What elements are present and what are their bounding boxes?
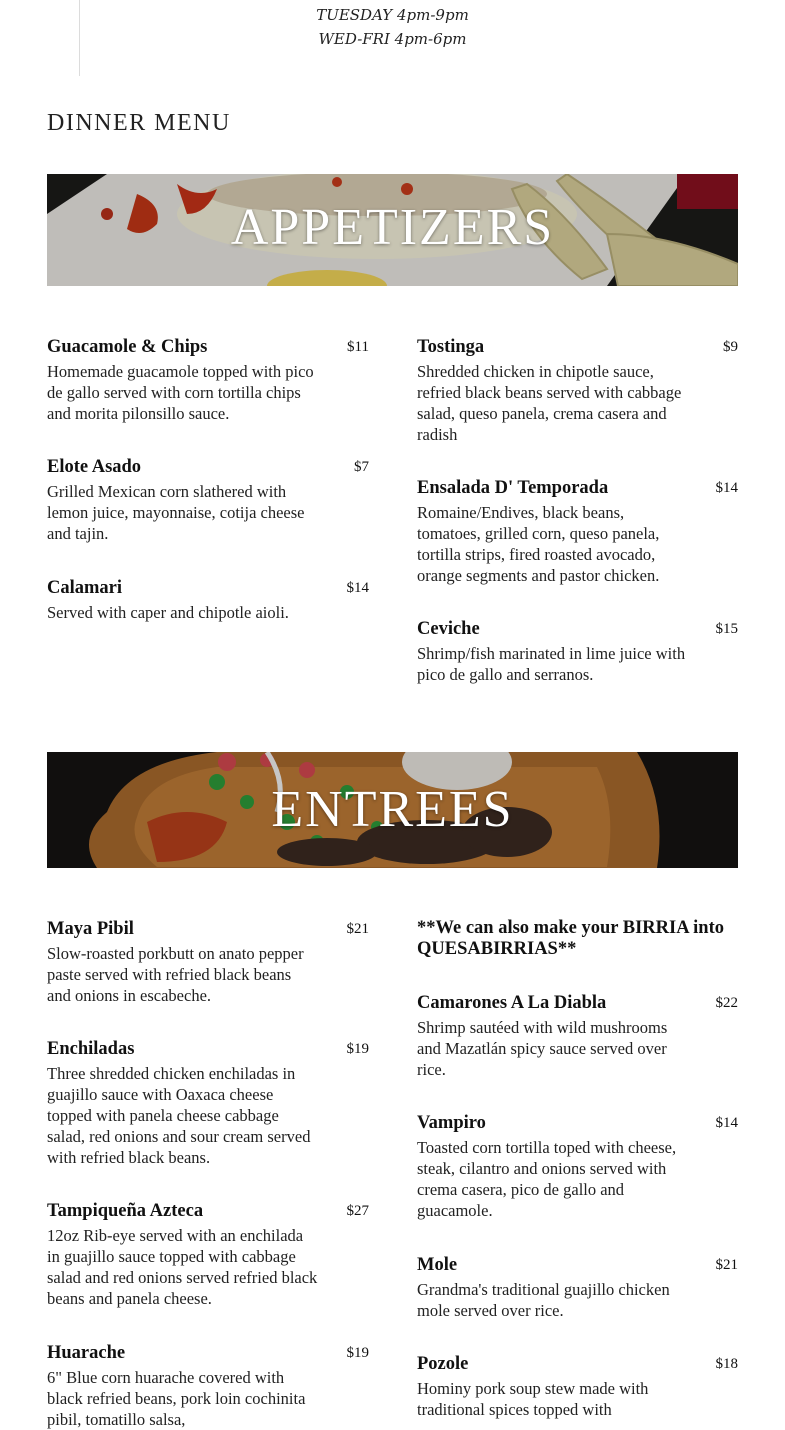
- item-name: Calamari: [47, 578, 123, 598]
- item-name: Camarones A La Diabla: [417, 993, 607, 1013]
- item-name: Huarache: [47, 1343, 126, 1363]
- hours-line-wed-fri: WED-FRI 4pm-6pm: [318, 30, 467, 48]
- item-price: $19: [346, 1345, 369, 1361]
- item-price: $18: [715, 1356, 738, 1372]
- item-description: 12oz Rib-eye served with an enchilada in guajillo sauce topped with cabbage salad and red onions served refried black beans and panela cheese.: [47, 1226, 318, 1308]
- item-description: Grilled Mexican corn slathered with lemon juice, mayonnaise, cotija cheese and tajin.: [47, 482, 305, 543]
- item-name: Guacamole & Chips: [47, 337, 208, 357]
- appetizers-title: APPETIZERS: [230, 199, 555, 256]
- menu-item: [47, 456, 369, 544]
- item-name: Enchiladas: [47, 1039, 135, 1059]
- item-description: Hominy pork soup stew made with traditional spices topped with: [417, 1379, 649, 1419]
- item-price: $7: [354, 459, 369, 475]
- item-price: $9: [723, 339, 738, 355]
- menu-item: [417, 1353, 738, 1420]
- menu-item: [47, 1200, 369, 1309]
- item-description: Slow-roasted porkbutt on anato pepper paste served with refried black beans and onions in escabeche.: [47, 944, 304, 1005]
- dinner-menu-heading: DINNER MENU: [47, 110, 231, 136]
- item-name: Elote Asado: [47, 457, 142, 477]
- item-price: $27: [346, 1203, 369, 1219]
- item-price: $14: [715, 1115, 738, 1131]
- menu-item: [417, 336, 738, 445]
- hours-line-tuesday: TUESDAY 4pm-9pm: [316, 6, 469, 24]
- menu-item: [417, 992, 738, 1080]
- item-price: $22: [715, 995, 738, 1011]
- menu-item: [47, 577, 369, 623]
- item-name: Ceviche: [417, 619, 480, 639]
- item-price: $14: [715, 480, 738, 496]
- menu-item: [47, 1038, 369, 1168]
- item-price: $14: [346, 580, 369, 596]
- appetizers-banner: [47, 174, 738, 286]
- quesabirria-note: **We can also make your BIRRIA into QUESABIRRIAS**: [417, 918, 724, 959]
- item-description: Toasted corn tortilla toped with cheese, steak, cilantro and onions served with crema casera, pico de gallo and guacamole.: [417, 1138, 677, 1220]
- item-name: Pozole: [417, 1354, 469, 1374]
- item-name: Tostinga: [417, 337, 485, 357]
- item-price: $11: [347, 339, 369, 355]
- item-price: $21: [346, 921, 369, 937]
- menu-item: [47, 336, 369, 424]
- menu-item: [47, 918, 369, 1006]
- item-name: Ensalada D' Temporada: [417, 478, 609, 498]
- item-price: $19: [346, 1041, 369, 1057]
- item-description: Shredded chicken in chipotle sauce, refried black beans served with cabbage salad, queso panela, crema casera and radish: [417, 362, 682, 444]
- item-description: Homemade guacamole topped with pico de gallo served with corn tortilla chips and morita pilonsillo sauce.: [47, 362, 314, 423]
- menu-item: [417, 477, 738, 586]
- item-name: Vampiro: [417, 1113, 486, 1133]
- item-price: $15: [715, 621, 738, 637]
- item-price: $21: [715, 1257, 738, 1273]
- item-name: Tampiqueña Azteca: [47, 1201, 204, 1221]
- menu-item: [417, 1112, 738, 1221]
- item-description: Grandma's traditional guajillo chicken mole served over rice.: [417, 1280, 670, 1320]
- menu-item: [417, 1254, 738, 1321]
- item-description: Three shredded chicken enchiladas in guajillo sauce with Oaxaca cheese topped with panela cheese cabbage salad, red onions and sour cream served with refried black beans.: [47, 1064, 311, 1167]
- menu-item: [47, 1342, 369, 1430]
- item-description: Served with caper and chipotle aioli.: [47, 603, 289, 622]
- item-description: 6" Blue corn huarache covered with black refried beans, pork loin cochinita pibil, tomatillo salsa,: [47, 1368, 306, 1429]
- item-name: Maya Pibil: [47, 919, 134, 939]
- item-description: Shrimp/fish marinated in lime juice with pico de gallo and serranos.: [417, 644, 686, 684]
- item-name: Mole: [417, 1255, 458, 1275]
- menu-item: [417, 618, 738, 685]
- item-description: Shrimp sautéed with wild mushrooms and Mazatlán spicy sauce served over rice.: [417, 1018, 668, 1079]
- entrees-title: ENTREES: [271, 781, 514, 838]
- entrees-banner: [47, 752, 738, 868]
- item-description: Romaine/Endives, black beans, tomatoes, grilled corn, queso panela, tortilla strips, fired roasted avocado, orange segments and pastor chicken.: [417, 503, 660, 585]
